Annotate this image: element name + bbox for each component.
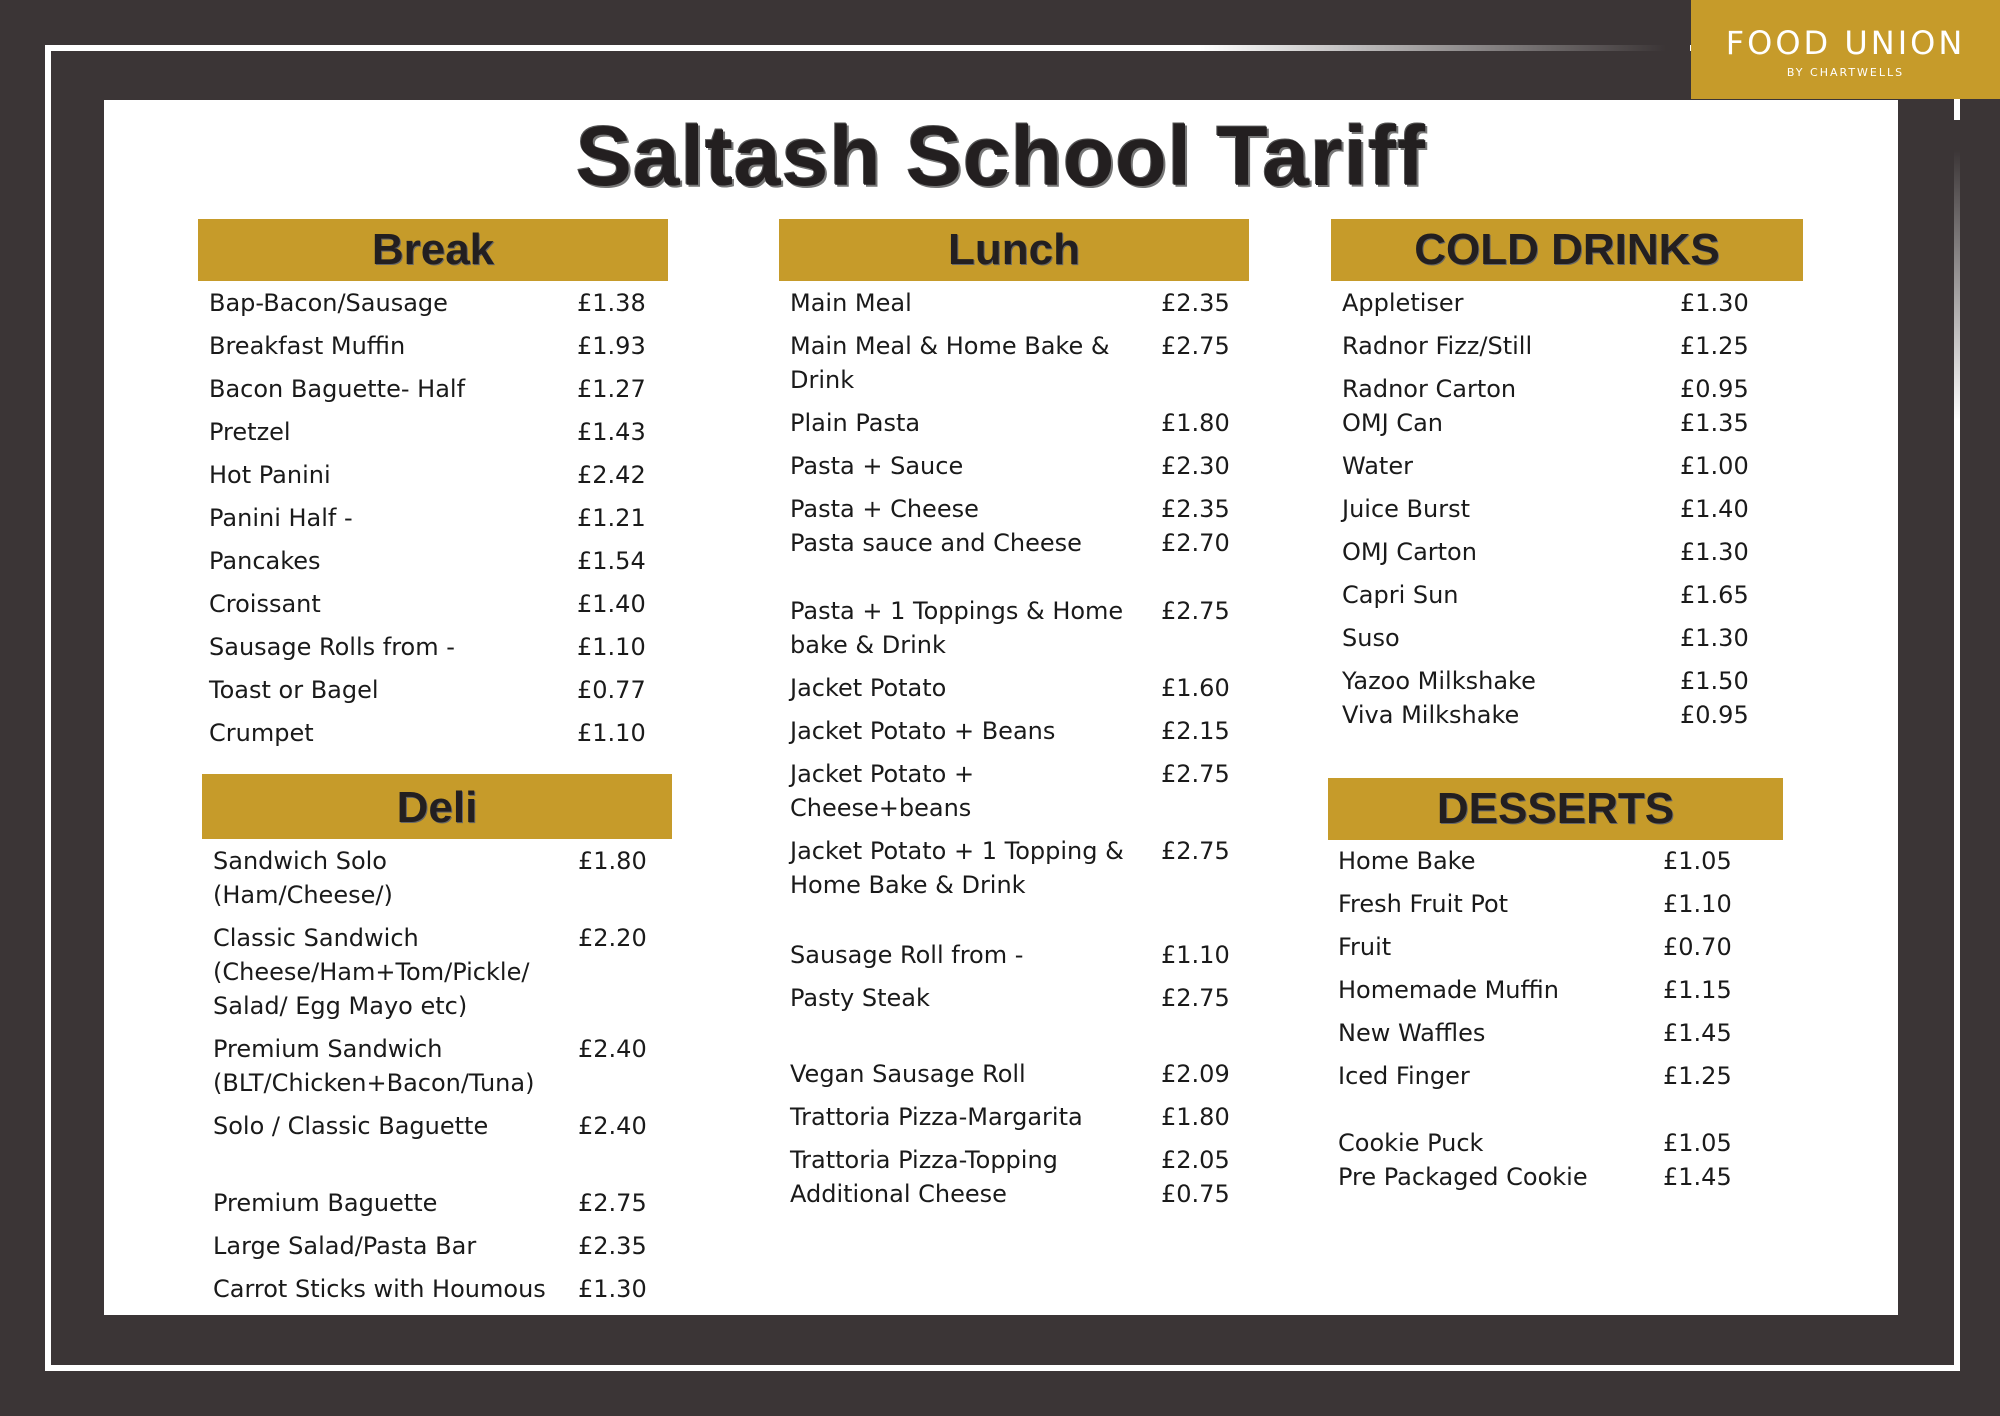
brand-name: FOOD UNION: [1725, 24, 1966, 62]
item-price: £1.30: [1680, 289, 1749, 317]
dessert-item: [1338, 1059, 1793, 1093]
item-price: £1.45: [1663, 1163, 1732, 1191]
deli-item: [213, 1229, 683, 1263]
item-name: Main Meal & Home Bake & Drink: [790, 332, 1110, 394]
cold-drink-item: [1342, 578, 1812, 612]
item-name: Croissant: [209, 590, 321, 618]
item-name: Breakfast Muffin: [209, 332, 406, 360]
lunch-item: [790, 594, 1260, 662]
cold-drink-item: [1342, 492, 1812, 526]
lunch-header: Lunch: [779, 219, 1249, 281]
deli-item: [213, 1109, 683, 1143]
item-name: Sandwich Solo (Ham/Cheese/): [213, 847, 393, 909]
item-price: £1.25: [1680, 332, 1749, 360]
item-name: Pre Packaged Cookie: [1338, 1163, 1588, 1191]
break-item: [209, 587, 679, 621]
item-name: Classic Sandwich (Cheese/Ham+Tom/Pickle/ Salad/ Egg Mayo etc): [213, 924, 530, 1020]
item-price: £0.95: [1680, 701, 1749, 729]
deli-item: [213, 1186, 683, 1220]
item-price: £0.70: [1663, 933, 1732, 961]
item-price: £2.40: [578, 1112, 647, 1140]
cold-drink-item: [1342, 329, 1812, 363]
cold-drink-item: [1342, 372, 1812, 406]
item-price: £1.30: [1680, 624, 1749, 652]
item-name: Toast or Bagel: [209, 676, 379, 704]
item-name: Pasta + Cheese: [790, 495, 979, 523]
break-list: [209, 286, 679, 750]
item-name: Panini Half -: [209, 504, 353, 532]
item-name: Capri Sun: [1342, 581, 1459, 609]
break-item: [209, 630, 679, 664]
item-price: £1.80: [1161, 409, 1230, 437]
item-name: Pasty Steak: [790, 984, 930, 1012]
dessert-item: [1338, 887, 1793, 921]
lunch-item: [790, 526, 1260, 560]
lunch-item: [790, 329, 1260, 397]
item-name: Water: [1342, 452, 1413, 480]
item-name: OMJ Carton: [1342, 538, 1477, 566]
item-price: £2.40: [578, 1035, 647, 1063]
item-price: £2.35: [1161, 495, 1230, 523]
cold-drink-item: [1342, 698, 1812, 732]
break-item: [209, 329, 679, 363]
item-name: Cookie Puck: [1338, 1129, 1484, 1157]
break-item: [209, 716, 679, 750]
item-price: £1.38: [577, 289, 646, 317]
item-price: £2.75: [1161, 332, 1230, 360]
dessert-item: [1338, 1126, 1793, 1160]
item-name: Radnor Carton: [1342, 375, 1517, 403]
item-name: Additional Cheese: [790, 1180, 1007, 1208]
break-item: [209, 673, 679, 707]
cold-drinks-header: COLD DRINKS: [1331, 219, 1803, 281]
item-price: £2.35: [578, 1232, 647, 1260]
item-name: Trattoria Pizza-Topping: [790, 1146, 1058, 1174]
item-name: Appletiser: [1342, 289, 1464, 317]
item-name: Premium Sandwich (BLT/Chicken+Bacon/Tuna): [213, 1035, 535, 1097]
lunch-item: [790, 492, 1260, 526]
item-name: Crumpet: [209, 719, 314, 747]
break-header: Break: [198, 219, 668, 281]
item-name: Homemade Muffin: [1338, 976, 1559, 1004]
item-name: Iced Finger: [1338, 1062, 1470, 1090]
item-price: £1.40: [1680, 495, 1749, 523]
desserts-header: DESSERTS: [1328, 778, 1783, 840]
item-price: £2.15: [1161, 717, 1230, 745]
item-price: £1.80: [1161, 1103, 1230, 1131]
frame-fade: [1200, 42, 1690, 54]
break-item: [209, 415, 679, 449]
lunch-item: [790, 938, 1260, 972]
item-name: New Waffles: [1338, 1019, 1486, 1047]
item-price: £1.35: [1680, 409, 1749, 437]
item-name: Pretzel: [209, 418, 291, 446]
item-name: Jacket Potato + Cheese+beans: [790, 760, 975, 822]
item-name: Pasta + Sauce: [790, 452, 964, 480]
item-price: £1.50: [1680, 667, 1749, 695]
item-price: £2.30: [1161, 452, 1230, 480]
item-name: Pasta + 1 Toppings & Home bake & Drink: [790, 597, 1124, 659]
item-price: £0.77: [577, 676, 646, 704]
item-price: £2.42: [577, 461, 646, 489]
item-price: £2.75: [1161, 837, 1230, 865]
item-price: £1.54: [577, 547, 646, 575]
item-name: Viva Milkshake: [1342, 701, 1520, 729]
item-price: £1.65: [1680, 581, 1749, 609]
item-price: £1.30: [1680, 538, 1749, 566]
brand-logo: [1691, 0, 2000, 99]
item-name: Fruit: [1338, 933, 1392, 961]
item-price: £2.75: [1161, 984, 1230, 1012]
lunch-item: [790, 671, 1260, 705]
item-price: £1.10: [577, 633, 646, 661]
item-name: Hot Panini: [209, 461, 331, 489]
lunch-item: [790, 714, 1260, 748]
cold-drinks-list: [1342, 286, 1812, 732]
item-price: £2.75: [578, 1189, 647, 1217]
item-price: £1.93: [577, 332, 646, 360]
item-name: Juice Burst: [1342, 495, 1471, 523]
item-name: Large Salad/Pasta Bar: [213, 1232, 477, 1260]
break-item: [209, 501, 679, 535]
lunch-item: [790, 757, 1260, 825]
deli-list: [213, 844, 683, 1306]
item-price: £1.15: [1663, 976, 1732, 1004]
item-name: Pancakes: [209, 547, 321, 575]
item-price: £1.40: [577, 590, 646, 618]
lunch-item: [790, 1143, 1260, 1177]
item-price: £1.10: [1663, 890, 1732, 918]
item-price: £1.27: [577, 375, 646, 403]
cold-drink-item: [1342, 449, 1812, 483]
dessert-item: [1338, 973, 1793, 1007]
item-price: £2.75: [1161, 597, 1230, 625]
deli-item: [213, 1272, 683, 1306]
item-name: Solo / Classic Baguette: [213, 1112, 489, 1140]
item-name: Jacket Potato + Beans: [790, 717, 1056, 745]
lunch-item: [790, 406, 1260, 440]
item-price: £1.00: [1680, 452, 1749, 480]
item-name: Premium Baguette: [213, 1189, 438, 1217]
item-name: Radnor Fizz/Still: [1342, 332, 1533, 360]
item-price: £1.45: [1663, 1019, 1732, 1047]
item-price: £2.20: [578, 924, 647, 952]
item-name: Plain Pasta: [790, 409, 921, 437]
cold-drink-item: [1342, 621, 1812, 655]
brand-subtitle: BY CHARTWELLS: [1786, 66, 1905, 79]
dessert-item: [1338, 1016, 1793, 1050]
break-item: [209, 544, 679, 578]
item-price: £1.05: [1663, 1129, 1732, 1157]
lunch-list: [790, 286, 1260, 1211]
deli-item: [213, 844, 683, 912]
item-price: £1.80: [578, 847, 647, 875]
item-price: £2.09: [1161, 1060, 1230, 1088]
desserts-list: [1338, 844, 1793, 1194]
item-name: Suso: [1342, 624, 1400, 652]
cold-drink-item: [1342, 535, 1812, 569]
item-price: £1.25: [1663, 1062, 1732, 1090]
item-name: Vegan Sausage Roll: [790, 1060, 1026, 1088]
item-price: £2.70: [1161, 529, 1230, 557]
item-price: £1.30: [578, 1275, 647, 1303]
tariff-sheet: [104, 100, 1898, 1315]
item-price: £1.10: [577, 719, 646, 747]
item-price: £1.10: [1161, 941, 1230, 969]
item-name: Sausage Rolls from -: [209, 633, 455, 661]
break-item: [209, 286, 679, 320]
item-name: Yazoo Milkshake: [1342, 667, 1536, 695]
dessert-item: [1338, 930, 1793, 964]
break-item: [209, 458, 679, 492]
deli-header: Deli: [202, 774, 672, 839]
item-price: £1.60: [1161, 674, 1230, 702]
item-price: £2.05: [1161, 1146, 1230, 1174]
deli-item: [213, 921, 683, 1023]
item-name: Trattoria Pizza-Margarita: [790, 1103, 1083, 1131]
item-name: OMJ Can: [1342, 409, 1443, 437]
item-price: £2.35: [1161, 289, 1230, 317]
lunch-item: [790, 981, 1260, 1015]
item-name: Jacket Potato: [790, 674, 947, 702]
item-name: Sausage Roll from -: [790, 941, 1024, 969]
cold-drink-item: [1342, 406, 1812, 440]
break-item: [209, 372, 679, 406]
item-name: Bacon Baguette- Half: [209, 375, 466, 403]
item-price: £1.05: [1663, 847, 1732, 875]
dessert-item: [1338, 844, 1793, 878]
item-price: £2.75: [1161, 760, 1230, 788]
lunch-item: [790, 834, 1260, 902]
page-title: Saltash School Tariff: [575, 109, 1427, 203]
item-name: Home Bake: [1338, 847, 1476, 875]
item-name: Bap-Bacon/Sausage: [209, 289, 448, 317]
lunch-item: [790, 286, 1260, 320]
lunch-item: [790, 1057, 1260, 1091]
item-name: Pasta sauce and Cheese: [790, 529, 1082, 557]
cold-drink-item: [1342, 664, 1812, 698]
lunch-item: [790, 449, 1260, 483]
item-price: £1.21: [577, 504, 646, 532]
lunch-item: [790, 1177, 1260, 1211]
item-name: Fresh Fruit Pot: [1338, 890, 1509, 918]
item-name: Main Meal: [790, 289, 912, 317]
deli-item: [213, 1032, 683, 1100]
item-price: £1.43: [577, 418, 646, 446]
cold-drink-item: [1342, 286, 1812, 320]
item-name: Carrot Sticks with Houmous: [213, 1275, 546, 1303]
item-name: Jacket Potato + 1 Topping & Home Bake & Drink: [790, 837, 1124, 899]
item-price: £0.75: [1161, 1180, 1230, 1208]
frame-fade-right: [1948, 120, 1964, 420]
lunch-item: [790, 1100, 1260, 1134]
item-price: £0.95: [1680, 375, 1749, 403]
dessert-item: [1338, 1160, 1793, 1194]
